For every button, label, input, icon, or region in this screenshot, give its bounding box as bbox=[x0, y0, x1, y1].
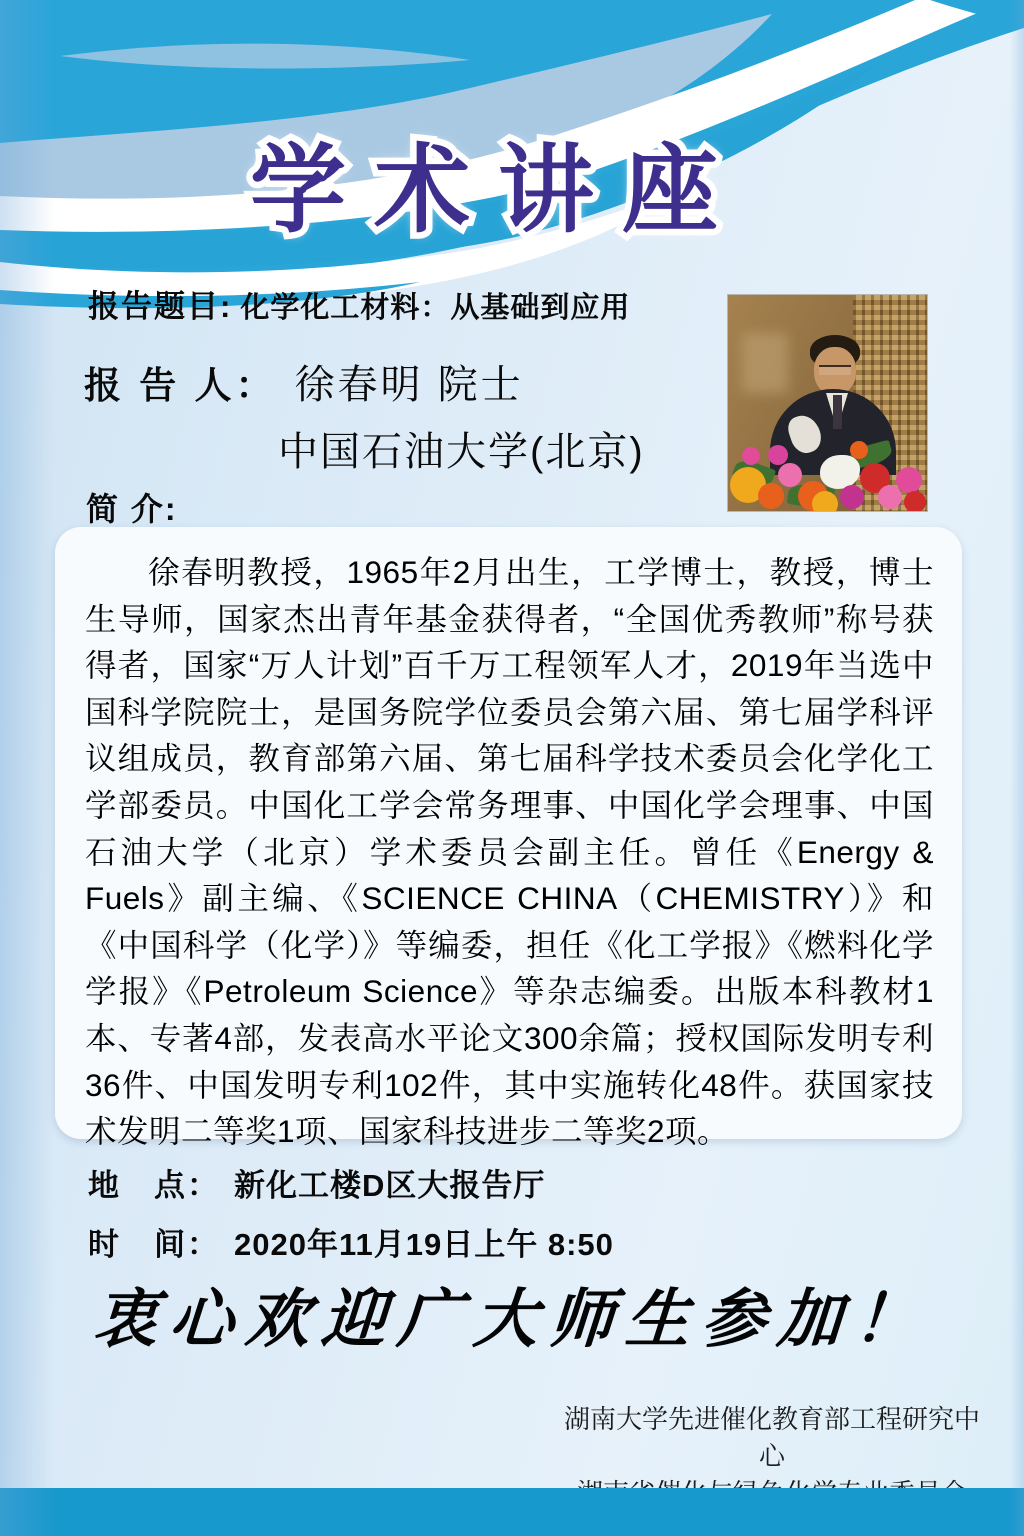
speaker-label: 报 告 人： bbox=[84, 365, 277, 406]
footer-organization-1: 湖南大学先进催化教育部工程研究中心 bbox=[563, 1404, 980, 1471]
time-row bbox=[88, 1219, 614, 1264]
venue-row bbox=[88, 1160, 545, 1205]
bottom-bar bbox=[0, 1488, 1024, 1536]
welcome-message: 衷心欢迎广大师生参加！ bbox=[90, 1282, 933, 1357]
venue-label: 地 点： bbox=[88, 1168, 220, 1203]
time-value: 2020年11月19日上午 8:50 bbox=[234, 1227, 614, 1262]
photo-tie bbox=[833, 395, 842, 429]
bio-text: 徐春明教授，1965年2月出生，工学博士，教授，博士生导师，国家杰出青年基金获得者，“全国优秀教师”称号获得者，国家“万人计划”百千万工程领军人才，2019年当选中国科学院院士，是国务院学位委员会第六届、第七届学科评议组成员，教育部第六届、第七届科学技术委员会化学化工学部委员。中国化工学会常务理事、中国化学会理事、中国石油大学（北京）学术委员会副主任。曾任《Energy & Fuels》副主编、《SCIENCE CHINA（CHEMISTRY）》和《中国科学（化学）》等编委，担任《化工学报》《燃料化学学报》《Petroleum Science》等杂志编委。出版本科教材1本、专著4部，发表高水平论文300余篇；授权国际发明专利36件、中国发明专利102件，其中实施转化48件。获国家技术发明二等奖1项、国家科技进步二等奖2项。 bbox=[85, 554, 934, 1150]
bio-label: 简 介: bbox=[86, 491, 178, 527]
speaker-row bbox=[84, 355, 524, 410]
speaker-affiliation: 中国石油大学(北京) bbox=[278, 430, 645, 474]
bio-card bbox=[55, 527, 962, 1150]
speaker-name: 徐春明 院士 bbox=[294, 363, 524, 407]
poster-title: 学术讲座 bbox=[250, 137, 746, 244]
topic-row bbox=[88, 281, 630, 326]
speaker-photo bbox=[728, 295, 927, 511]
photo-glasses bbox=[819, 365, 851, 375]
venue-value: 新化工楼D区大报告厅 bbox=[234, 1168, 546, 1203]
time-label: 时 间： bbox=[88, 1227, 220, 1262]
topic-label: 报告题目: bbox=[88, 289, 233, 324]
topic-value: 化学化工材料：从基础到应用 bbox=[240, 292, 631, 324]
photo-wall bbox=[742, 333, 788, 393]
